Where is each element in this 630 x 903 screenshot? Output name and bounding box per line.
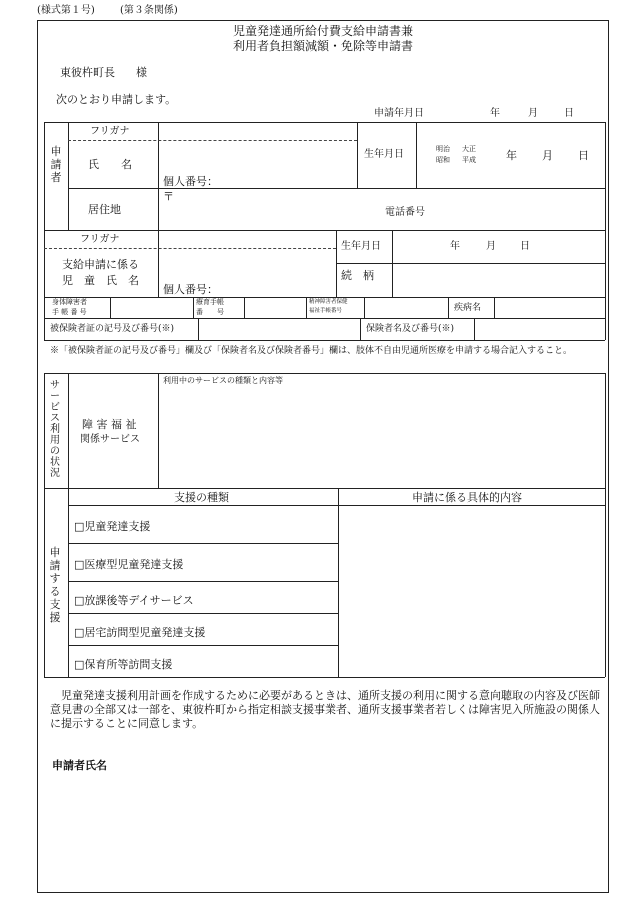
- physical-handbook-label-line1: 身体障害者: [52, 298, 87, 306]
- child-relation-label: 続 柄: [341, 269, 374, 282]
- table-line: [416, 122, 417, 188]
- applicant-section-label: 申請者: [50, 145, 62, 184]
- applicant-birth-label: 生年月日: [364, 149, 404, 160]
- table-line: [44, 340, 605, 341]
- support-checkbox-after-school-day-service[interactable]: □放課後等デイサービス: [74, 594, 194, 607]
- table-line: [44, 488, 45, 677]
- support-type-header: 支援の種類: [174, 491, 229, 504]
- table-line: [605, 373, 606, 488]
- table-line: [44, 488, 605, 489]
- table-line: [306, 297, 307, 318]
- address-label: 居住地: [88, 203, 121, 216]
- era-taisho: 大正: [462, 145, 476, 153]
- child-individual-number-label: 個人番号：: [163, 283, 218, 296]
- insured-card-label: 被保険者証の記号及び番号(※): [50, 324, 175, 334]
- table-line: [68, 581, 338, 582]
- furigana-divider: [44, 248, 336, 249]
- table-line: [336, 263, 605, 264]
- insurance-note: ※「被保険者証の記号及び番号」欄及び「保険者名及び保険者番号」欄は、肢体不自由児通所医療を申請する場合記入すること。: [50, 346, 573, 356]
- intro-text: 次のとおり申請します。: [56, 93, 177, 106]
- child-birth-label: 生年月日: [341, 241, 381, 252]
- service-content-label: 利用中のサービスの種類と内容等: [163, 376, 283, 385]
- support-checkbox-nursery-visit-support[interactable]: □保育所等訪問支援: [74, 658, 173, 671]
- table-line: [68, 543, 338, 544]
- applicant-individual-number-label: 個人番号：: [163, 175, 218, 188]
- child-birth-day: 日: [520, 241, 530, 252]
- era-showa: 昭和: [436, 156, 450, 164]
- table-line: [44, 373, 605, 374]
- title-line-2: 利用者負担額減額・免除等申請書: [232, 39, 413, 53]
- consent-statement: 児童発達支援利用計画を作成するために必要があるときは、通所支援の利用に関する意向聴取の内容及び医師意見書の全部又は一部を、東彼杵町から指定相談支援事業者、通所支援事業者若しくは障害児入所施設の関係人に提示することに同意します。: [50, 689, 600, 730]
- table-line: [68, 122, 69, 230]
- furigana-divider: [68, 140, 357, 141]
- table-line: [44, 677, 605, 678]
- support-checkbox-home-visit-child-development[interactable]: □居宅訪問型児童発達支援: [74, 626, 206, 639]
- table-line: [68, 613, 338, 614]
- table-line: [44, 297, 605, 298]
- table-line: [198, 318, 199, 340]
- table-line: [68, 373, 69, 488]
- disease-label: 疾病名: [454, 303, 482, 313]
- table-line: [44, 318, 605, 319]
- table-line: [44, 122, 45, 340]
- mental-handbook-label-line2: 福祉手帳番号: [309, 308, 343, 314]
- application-date-day: 日: [564, 108, 574, 119]
- table-line: [193, 297, 194, 318]
- form-number: (様式第１号): [37, 5, 95, 16]
- table-line: [68, 505, 605, 506]
- table-line: [605, 488, 606, 677]
- table-line: [68, 488, 69, 677]
- table-line: [44, 373, 45, 488]
- service-label-line1: 障 害 福 祉: [82, 418, 137, 431]
- child-birth-year: 年: [450, 241, 460, 252]
- child-birth-month: 月: [486, 241, 496, 252]
- child-name-label-line2: 児 童 氏 名: [62, 274, 139, 287]
- support-section-label: 申請する支援: [49, 546, 61, 624]
- table-line: [360, 318, 361, 340]
- child-name-label-line1: 支給申請に係る: [62, 258, 139, 271]
- table-line: [357, 122, 358, 188]
- applicant-name-label: 氏 名: [88, 158, 132, 171]
- table-line: [44, 230, 605, 231]
- table-line: [338, 488, 339, 677]
- service-label-line2: 関係サービス: [80, 434, 140, 445]
- support-checkbox-child-development[interactable]: □児童発達支援: [74, 520, 151, 533]
- table-line: [474, 318, 475, 340]
- signature-label: 申請者氏名: [52, 759, 107, 772]
- table-line: [68, 188, 605, 189]
- table-line: [68, 645, 338, 646]
- rehab-handbook-label-line2: 番 号: [196, 308, 224, 316]
- form-frame: [37, 20, 609, 893]
- application-date-year: 年: [490, 108, 500, 119]
- table-line: [364, 297, 365, 318]
- era-heisei: 平成: [462, 156, 476, 164]
- table-line: [605, 122, 606, 340]
- applicant-birth-day: 日: [578, 149, 589, 162]
- table-line: [110, 297, 111, 318]
- application-date-label: 申請年月日: [374, 108, 424, 119]
- era-meiji: 明治: [436, 145, 450, 153]
- child-furigana-label: フリガナ: [80, 234, 120, 245]
- postal-mark: 〒: [163, 190, 174, 203]
- support-checkbox-medical-child-development[interactable]: □医療型児童発達支援: [74, 558, 184, 571]
- table-line: [244, 297, 245, 318]
- phone-label: 電話番号: [385, 207, 425, 218]
- applicant-furigana-label: フリガナ: [90, 126, 130, 137]
- table-line: [44, 122, 605, 123]
- application-date-month: 月: [528, 108, 538, 119]
- physical-handbook-label-line2: 手 帳 番 号: [52, 308, 87, 316]
- table-line: [158, 122, 159, 297]
- table-line: [448, 297, 449, 318]
- table-line: [494, 297, 495, 318]
- applicant-birth-month: 月: [542, 149, 553, 162]
- insurer-label: 保険者名及び番号(※): [366, 324, 455, 334]
- addressee-honorific: 様: [136, 66, 147, 79]
- addressee-mayor: 東彼杵町長: [60, 66, 115, 79]
- mental-handbook-label-line1: 精神障害者保健: [309, 299, 348, 305]
- title-line-1: 児童発達通所給付費支給申請書兼: [232, 24, 413, 38]
- support-detail-header: 申請に係る具体的内容: [412, 491, 522, 504]
- applicant-birth-year: 年: [506, 149, 517, 162]
- article-reference: (第３条関係): [120, 5, 178, 16]
- service-usage-section-label: サービス利用の状況: [50, 380, 60, 479]
- table-line: [158, 373, 159, 488]
- rehab-handbook-label-line1: 療育手帳: [196, 298, 224, 306]
